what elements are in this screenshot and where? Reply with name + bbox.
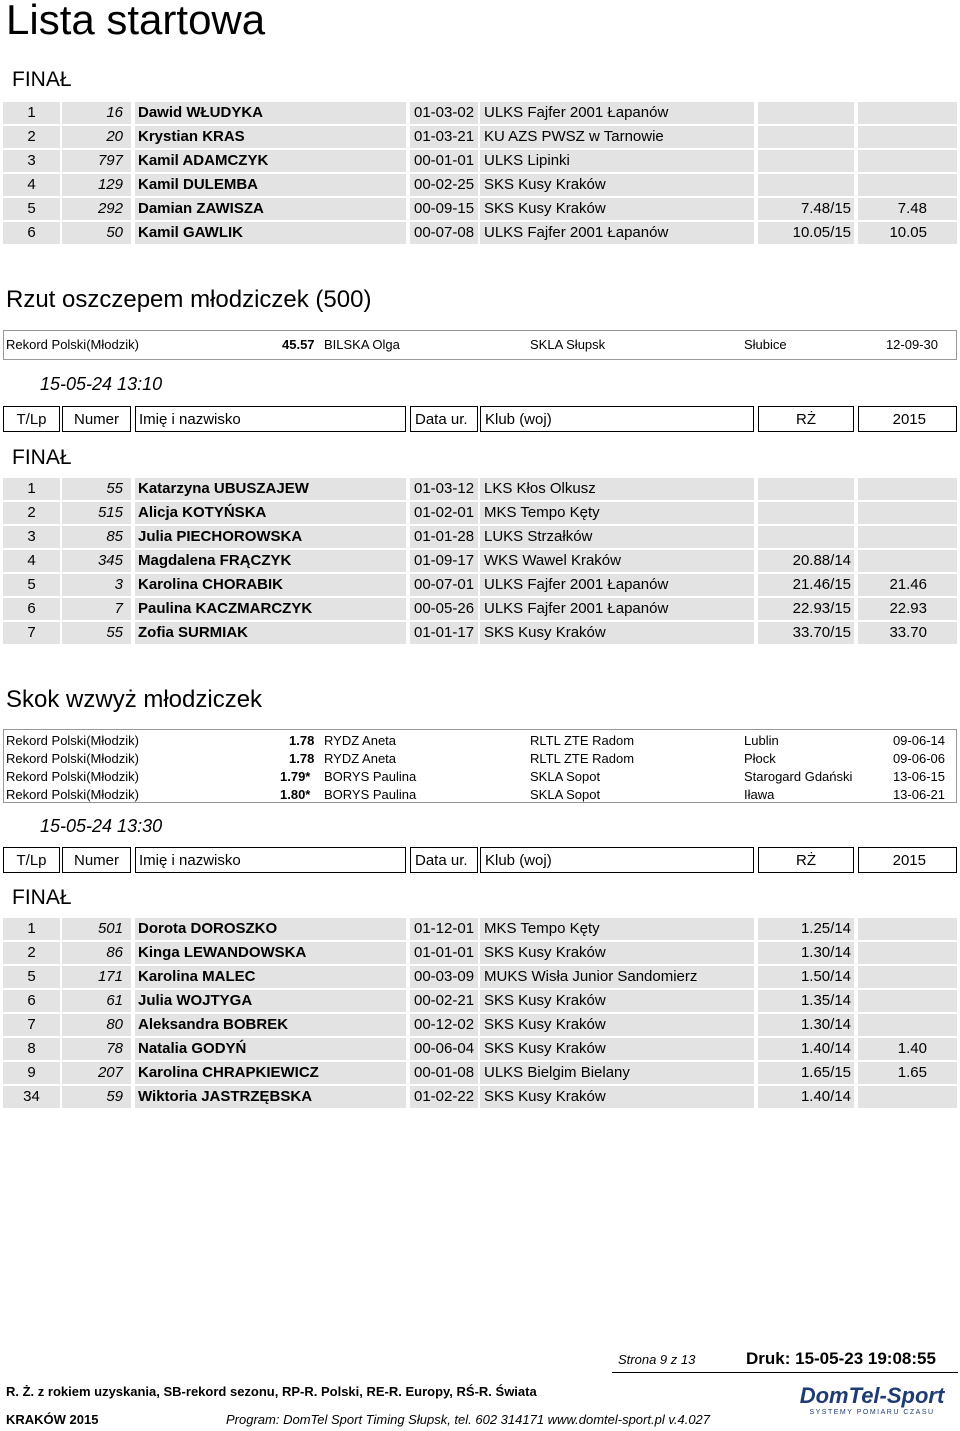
record-value: 45.57 (282, 337, 315, 352)
record-club: SKLA Sopot (530, 769, 601, 784)
header-num: Numer (62, 406, 131, 432)
cell-lp: 6 (3, 990, 60, 1012)
cell-record: 1.25/14 (758, 918, 854, 940)
cell-name: Julia WOJTYGA (135, 990, 406, 1012)
cell-result: 21.46 (858, 574, 957, 596)
record-value: 1.80* (280, 787, 311, 802)
cell-number: 16 (62, 102, 131, 124)
table-row (0, 598, 960, 620)
cell-result: 10.05 (858, 222, 957, 244)
cell-birthdate: 01-01-01 (410, 942, 478, 964)
cell-birthdate: 01-03-12 (410, 478, 478, 500)
cell-lp: 1 (3, 918, 60, 940)
table-row (0, 198, 960, 220)
header-num: Numer (62, 847, 131, 873)
cell-club: WKS Wawel Kraków (480, 550, 754, 572)
cell-record: 20.88/14 (758, 550, 854, 572)
table-row (0, 526, 960, 548)
city-year: KRAKÓW 2015 (6, 1412, 99, 1427)
record-value: 1.78 (289, 733, 315, 748)
records-box (3, 330, 957, 360)
print-stamp: Druk: 15-05-23 19:08:55 (746, 1349, 936, 1368)
cell-name: Natalia GODYŃ (135, 1038, 406, 1060)
record-date: 13-06-21 (892, 787, 945, 802)
table-header (0, 406, 960, 432)
cell-name: Damian ZAWISZA (135, 198, 406, 220)
cell-number: 345 (62, 550, 131, 572)
cell-name: Katarzyna UBUSZAJEW (135, 478, 406, 500)
header-rz: RŻ (758, 847, 854, 873)
header-date: Data ur. (410, 847, 478, 873)
cell-result: 22.93 (858, 598, 957, 620)
cell-birthdate: 01-09-17 (410, 550, 478, 572)
cell-name: Kinga LEWANDOWSKA (135, 942, 406, 964)
cell-number: 171 (62, 966, 131, 988)
cell-name: Karolina CHRAPKIEWICZ (135, 1062, 406, 1084)
cell-number: 797 (62, 150, 131, 172)
cell-name: Karolina MALEC (135, 966, 406, 988)
cell-record: 1.30/14 (758, 1014, 854, 1036)
cell-result (858, 1014, 957, 1036)
cell-lp: 5 (3, 198, 60, 220)
cell-record: 1.40/14 (758, 1038, 854, 1060)
cell-record: 1.35/14 (758, 990, 854, 1012)
cell-club: MKS Tempo Kęty (480, 502, 754, 524)
cell-result (858, 990, 957, 1012)
table-row (0, 574, 960, 596)
logo-subtitle: SYSTEMY POMIARU CZASU (809, 1409, 935, 1416)
header-name: Imię i nazwisko (135, 406, 406, 432)
record-date: 09-06-14 (892, 733, 945, 748)
table-row (0, 1062, 960, 1084)
table-row (0, 478, 960, 500)
cell-result (858, 526, 957, 548)
table-row (0, 1086, 960, 1108)
cell-record: 1.40/14 (758, 1086, 854, 1108)
cell-birthdate: 01-03-02 (410, 102, 478, 124)
cell-club: ULKS Bielgim Bielany (480, 1062, 754, 1084)
record-place: Lublin (744, 733, 779, 748)
record-date: 12-09-30 (885, 337, 938, 352)
cell-lp: 2 (3, 126, 60, 148)
table-row (0, 550, 960, 572)
event-title: Skok wzwyż młodziczek (6, 686, 263, 713)
final-label: FINAŁ (12, 886, 72, 909)
cell-number: 207 (62, 1062, 131, 1084)
cell-result (858, 502, 957, 524)
logo-text: DomTel-Sport (799, 1383, 945, 1408)
record-place: Płock (744, 751, 776, 766)
record-row (4, 786, 956, 804)
event-datetime: 15-05-24 13:10 (40, 374, 163, 394)
record-label: Rekord Polski(Młodzik) (6, 751, 139, 766)
record-place: Iława (744, 787, 775, 802)
final-label: FINAŁ (12, 68, 72, 91)
cell-lp: 7 (3, 622, 60, 644)
cell-result (858, 942, 957, 964)
cell-birthdate: 01-03-21 (410, 126, 478, 148)
cell-club: ULKS Fajfer 2001 Łapanów (480, 102, 754, 124)
cell-number: 3 (62, 574, 131, 596)
record-place: Starogard Gdański (744, 769, 853, 784)
record-label: Rekord Polski(Młodzik) (6, 337, 139, 352)
cell-lp: 2 (3, 502, 60, 524)
cell-club: SKS Kusy Kraków (480, 942, 754, 964)
record-club: SKLA Słupsk (530, 337, 606, 352)
cell-birthdate: 00-12-02 (410, 1014, 478, 1036)
cell-birthdate: 01-01-28 (410, 526, 478, 548)
cell-birthdate: 00-09-15 (410, 198, 478, 220)
cell-name: Dorota DOROSZKO (135, 918, 406, 940)
record-club: SKLA Sopot (530, 787, 601, 802)
cell-lp: 4 (3, 174, 60, 196)
cell-number: 80 (62, 1014, 131, 1036)
cell-lp: 1 (3, 478, 60, 500)
record-athlete: BORYS Paulina (324, 769, 417, 784)
cell-birthdate: 01-02-22 (410, 1086, 478, 1108)
cell-birthdate: 00-06-04 (410, 1038, 478, 1060)
cell-name: Paulina KACZMARCZYK (135, 598, 406, 620)
footer-rule (612, 1372, 958, 1373)
cell-result (858, 102, 957, 124)
record-club: RLTL ZTE Radom (530, 733, 635, 748)
cell-birthdate: 00-02-25 (410, 174, 478, 196)
cell-birthdate: 00-07-08 (410, 222, 478, 244)
cell-result (858, 174, 957, 196)
cell-name: Karolina CHORABIK (135, 574, 406, 596)
header-club: Klub (woj) (480, 406, 754, 432)
cell-lp: 3 (3, 526, 60, 548)
cell-name: Dawid WŁUDYKA (135, 102, 406, 124)
cell-club: SKS Kusy Kraków (480, 1086, 754, 1108)
cell-name: Zofia SURMIAK (135, 622, 406, 644)
cell-result (858, 918, 957, 940)
header-res: 2015 (858, 406, 957, 432)
cell-club: SKS Kusy Kraków (480, 1038, 754, 1060)
cell-number: 61 (62, 990, 131, 1012)
cell-name: Kamil GAWLIK (135, 222, 406, 244)
cell-record: 1.50/14 (758, 966, 854, 988)
legend-text: R. Ż. z rokiem uzyskania, SB-rekord sezonu, RP-R. Polski, RE-R. Europy, RŚ-R. Świata (6, 1384, 537, 1399)
cell-lp: 3 (3, 150, 60, 172)
cell-name: Kamil ADAMCZYK (135, 150, 406, 172)
cell-number: 50 (62, 222, 131, 244)
cell-birthdate: 01-02-01 (410, 502, 478, 524)
table-row (0, 990, 960, 1012)
cell-club: MUKS Wisła Junior Sandomierz (480, 966, 754, 988)
table-row (0, 942, 960, 964)
record-athlete: RYDZ Aneta (324, 751, 397, 766)
cell-birthdate: 00-05-26 (410, 598, 478, 620)
cell-lp: 5 (3, 966, 60, 988)
record-row (4, 336, 956, 354)
cell-result: 1.65 (858, 1062, 957, 1084)
cell-lp: 9 (3, 1062, 60, 1084)
record-label: Rekord Polski(Młodzik) (6, 787, 139, 802)
cell-birthdate: 00-01-08 (410, 1062, 478, 1084)
cell-number: 55 (62, 622, 131, 644)
record-date: 09-06-06 (892, 751, 945, 766)
record-row (4, 750, 956, 768)
cell-record (758, 526, 854, 548)
cell-number: 59 (62, 1086, 131, 1108)
record-athlete: BILSKA Olga (324, 337, 400, 352)
program-info: Program: DomTel Sport Timing Słupsk, tel. 602 314171 www.domtel-sport.pl v.4.027 (226, 1412, 711, 1427)
cell-name: Krystian KRAS (135, 126, 406, 148)
cell-club: ULKS Fajfer 2001 Łapanów (480, 574, 754, 596)
cell-name: Kamil DULEMBA (135, 174, 406, 196)
cell-lp: 6 (3, 598, 60, 620)
record-club: RLTL ZTE Radom (530, 751, 635, 766)
cell-result (858, 550, 957, 572)
record-value: 1.78 (289, 751, 315, 766)
table-row (0, 918, 960, 940)
cell-name: Alicja KOTYŃSKA (135, 502, 406, 524)
table-row (0, 102, 960, 124)
event-datetime: 15-05-24 13:30 (40, 816, 163, 836)
cell-number: 86 (62, 942, 131, 964)
header-rz: RŻ (758, 406, 854, 432)
cell-record (758, 126, 854, 148)
cell-club: KU AZS PWSZ w Tarnowie (480, 126, 754, 148)
cell-birthdate: 01-01-17 (410, 622, 478, 644)
table-row (0, 1014, 960, 1036)
record-value: 1.79* (280, 769, 311, 784)
cell-club: SKS Kusy Kraków (480, 622, 754, 644)
cell-birthdate: 00-03-09 (410, 966, 478, 988)
cell-record: 22.93/15 (758, 598, 854, 620)
records-box (3, 729, 957, 803)
cell-birthdate: 00-02-21 (410, 990, 478, 1012)
cell-name: Julia PIECHOROWSKA (135, 526, 406, 548)
cell-lp: 5 (3, 574, 60, 596)
cell-number: 292 (62, 198, 131, 220)
record-athlete: BORYS Paulina (324, 787, 417, 802)
cell-result: 1.40 (858, 1038, 957, 1060)
table-row (0, 174, 960, 196)
cell-birthdate: 00-01-01 (410, 150, 478, 172)
record-label: Rekord Polski(Młodzik) (6, 769, 139, 784)
cell-result (858, 966, 957, 988)
cell-club: SKS Kusy Kraków (480, 1014, 754, 1036)
cell-number: 20 (62, 126, 131, 148)
page-number: Strona 9 z 13 (618, 1352, 696, 1367)
cell-lp: 34 (3, 1086, 60, 1108)
table-row (0, 502, 960, 524)
final-label: FINAŁ (12, 446, 72, 469)
cell-record (758, 102, 854, 124)
table-row (0, 966, 960, 988)
cell-birthdate: 01-12-01 (410, 918, 478, 940)
cell-club: SKS Kusy Kraków (480, 198, 754, 220)
cell-club: ULKS Lipinki (480, 150, 754, 172)
record-place: Słubice (744, 337, 787, 352)
cell-record: 1.65/15 (758, 1062, 854, 1084)
cell-record: 21.46/15 (758, 574, 854, 596)
cell-record (758, 502, 854, 524)
cell-name: Magdalena FRĄCZYK (135, 550, 406, 572)
cell-record: 33.70/15 (758, 622, 854, 644)
cell-club: MKS Tempo Kęty (480, 918, 754, 940)
cell-record (758, 150, 854, 172)
cell-number: 55 (62, 478, 131, 500)
record-row (4, 768, 956, 786)
table-header (0, 847, 960, 873)
cell-lp: 7 (3, 1014, 60, 1036)
page-title: Lista startowa (6, 0, 266, 43)
record-athlete: RYDZ Aneta (324, 733, 397, 748)
cell-lp: 2 (3, 942, 60, 964)
cell-number: 85 (62, 526, 131, 548)
header-lp: T/Lp (3, 406, 60, 432)
domtel-logo (796, 1384, 948, 1420)
cell-record (758, 478, 854, 500)
cell-result: 33.70 (858, 622, 957, 644)
header-res: 2015 (858, 847, 957, 873)
cell-name: Aleksandra BOBREK (135, 1014, 406, 1036)
cell-birthdate: 00-07-01 (410, 574, 478, 596)
cell-club: ULKS Fajfer 2001 Łapanów (480, 222, 754, 244)
cell-record: 1.30/14 (758, 942, 854, 964)
table-row (0, 1038, 960, 1060)
record-date: 13-06-15 (892, 769, 945, 784)
record-row (4, 732, 956, 750)
cell-number: 78 (62, 1038, 131, 1060)
table-row (0, 150, 960, 172)
cell-club: ULKS Fajfer 2001 Łapanów (480, 598, 754, 620)
cell-lp: 8 (3, 1038, 60, 1060)
cell-lp: 6 (3, 222, 60, 244)
cell-club: SKS Kusy Kraków (480, 990, 754, 1012)
cell-result (858, 150, 957, 172)
cell-number: 515 (62, 502, 131, 524)
cell-record (758, 174, 854, 196)
cell-name: Wiktoria JASTRZĘBSKA (135, 1086, 406, 1108)
cell-club: LKS Kłos Olkusz (480, 478, 754, 500)
header-name: Imię i nazwisko (135, 847, 406, 873)
table-row (0, 622, 960, 644)
cell-lp: 1 (3, 102, 60, 124)
table-row (0, 126, 960, 148)
cell-record: 10.05/15 (758, 222, 854, 244)
header-club: Klub (woj) (480, 847, 754, 873)
record-label: Rekord Polski(Młodzik) (6, 733, 139, 748)
header-lp: T/Lp (3, 847, 60, 873)
cell-club: SKS Kusy Kraków (480, 174, 754, 196)
cell-result: 7.48 (858, 198, 957, 220)
cell-number: 501 (62, 918, 131, 940)
cell-result (858, 126, 957, 148)
cell-record: 7.48/15 (758, 198, 854, 220)
cell-result (858, 478, 957, 500)
cell-result (858, 1086, 957, 1108)
cell-lp: 4 (3, 550, 60, 572)
header-date: Data ur. (410, 406, 478, 432)
event-title: Rzut oszczepem młodziczek (500) (6, 286, 372, 313)
cell-club: LUKS Strzałków (480, 526, 754, 548)
cell-number: 7 (62, 598, 131, 620)
table-row (0, 222, 960, 244)
cell-number: 129 (62, 174, 131, 196)
